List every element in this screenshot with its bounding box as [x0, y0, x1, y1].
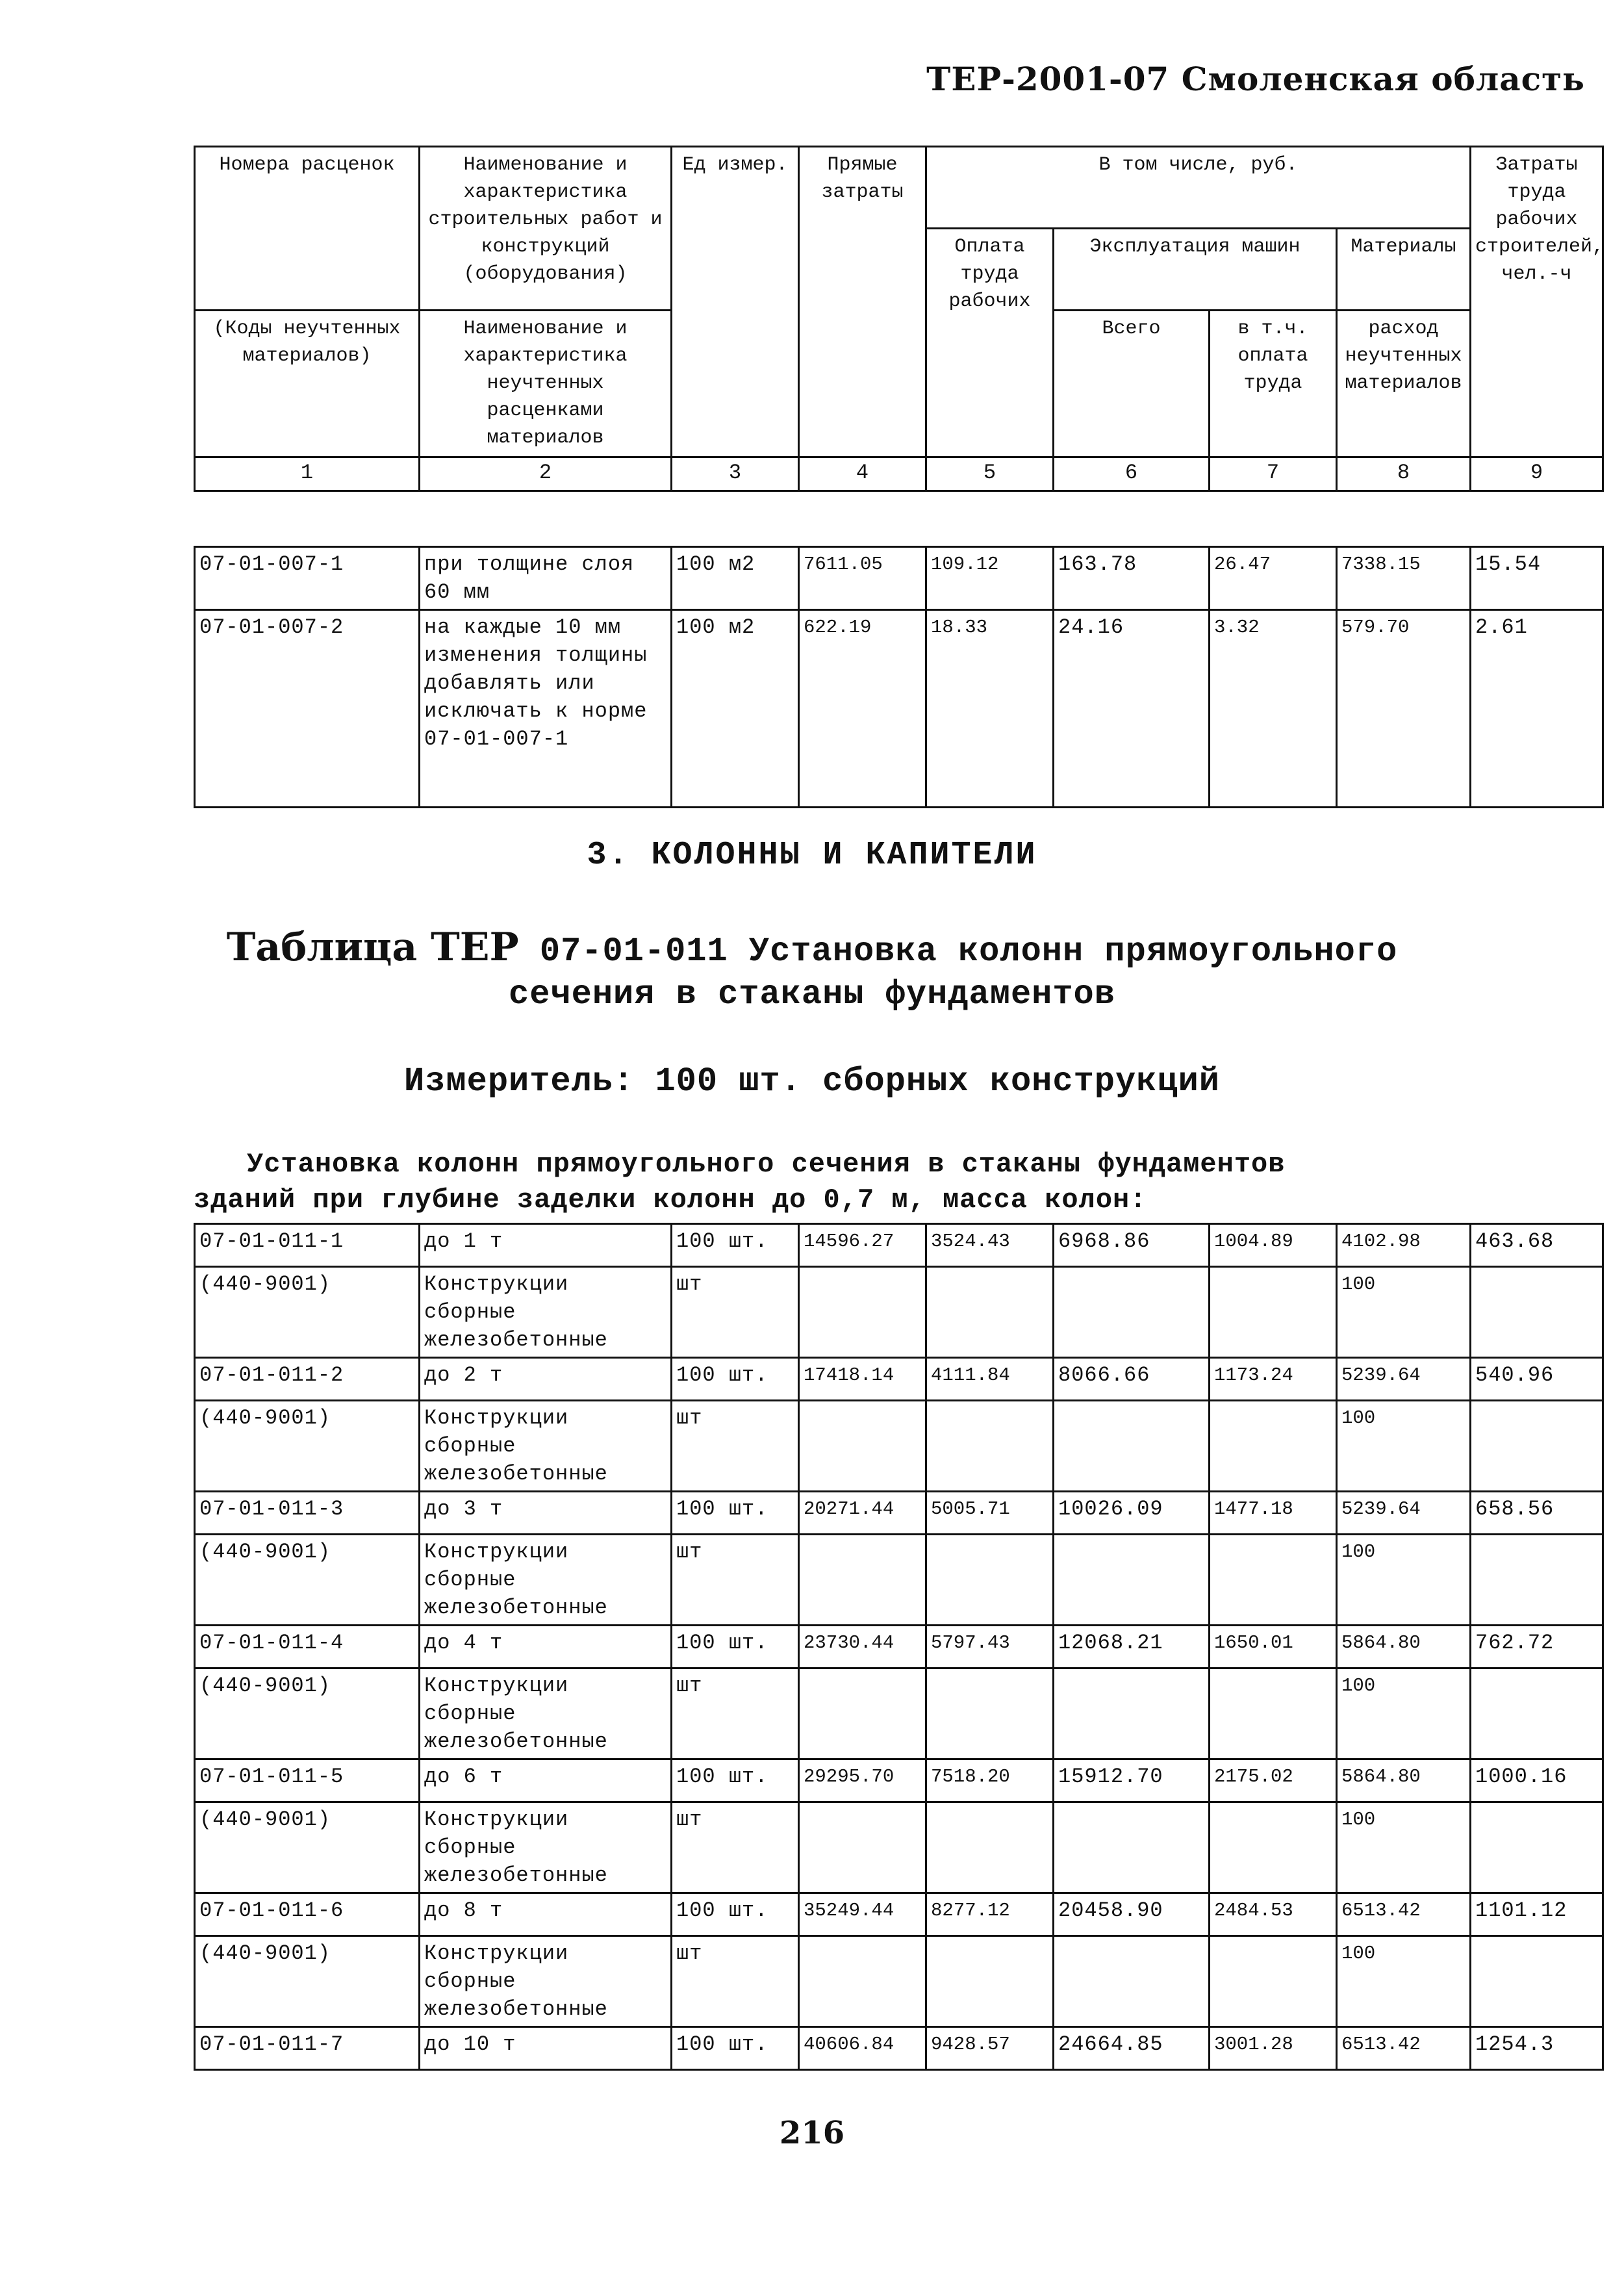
header-col9: Затраты труда рабочих строителей, чел.-ч [1471, 147, 1603, 457]
table-row [195, 1626, 1603, 1668]
labor-pay-cell: 4111.84 [926, 1358, 1054, 1401]
work-name-cell: Конструкции сборные железобетонные [420, 1401, 672, 1492]
header-col4: Прямые затраты [799, 147, 926, 457]
machines-total-cell: 24.16 [1054, 610, 1210, 808]
table-row [195, 1759, 1603, 1802]
work-name-cell: Конструкции сборные железобетонные [420, 1535, 672, 1626]
running-head: ТЕР-2001-07 Смоленская область [926, 60, 1585, 98]
rate-code-cell: (440-9001) [195, 1802, 420, 1893]
unit-cell: 100 шт. [672, 1626, 799, 1668]
materials-cell: 6513.42 [1337, 2027, 1471, 2070]
work-name-cell: до 3 т [420, 1492, 672, 1535]
machine-labor-cell: 1004.89 [1210, 1224, 1337, 1267]
group-intro-line2: зданий при глубине заделки колонн до 0,7 м, масса колон: [194, 1184, 1147, 1216]
labor-hours-cell [1471, 1668, 1603, 1759]
machine-labor-cell [1210, 1535, 1337, 1626]
materials-cell: 5864.80 [1337, 1626, 1471, 1668]
materials-cell: 100 [1337, 1267, 1471, 1358]
rate-code-cell: (440-9001) [195, 1936, 420, 2027]
table-row [195, 1358, 1603, 1401]
unit-cell: шт [672, 1802, 799, 1893]
rate-code-cell: (440-9001) [195, 1668, 420, 1759]
direct-costs-cell: 40606.84 [799, 2027, 926, 2070]
unit-cell: 100 шт. [672, 1358, 799, 1401]
unit-cell: шт [672, 1267, 799, 1358]
header-number: 2 [420, 457, 672, 491]
machines-total-cell: 20458.90 [1054, 1893, 1210, 1936]
labor-hours-cell [1471, 1401, 1603, 1492]
rate-code-cell: (440-9001) [195, 1401, 420, 1492]
table-row [195, 1535, 1603, 1626]
labor-hours-cell [1471, 1267, 1603, 1358]
labor-hours-cell: 762.72 [1471, 1626, 1603, 1668]
materials-cell: 100 [1337, 1936, 1471, 2027]
unit-cell: 100 шт. [672, 1492, 799, 1535]
machines-total-cell: 12068.21 [1054, 1626, 1210, 1668]
materials-cell: 5864.80 [1337, 1759, 1471, 1802]
labor-hours-cell: 1101.12 [1471, 1893, 1603, 1936]
labor-hours-cell: 1000.16 [1471, 1759, 1603, 1802]
table-row [195, 1802, 1603, 1893]
machines-total-cell: 163.78 [1054, 547, 1210, 610]
unit-cell: 100 м2 [672, 547, 799, 610]
labor-pay-cell [926, 1535, 1054, 1626]
machine-labor-cell: 26.47 [1210, 547, 1337, 610]
unit-cell: 100 шт. [672, 2027, 799, 2070]
header-col3: Ед измер. [672, 147, 799, 457]
labor-hours-cell: 15.54 [1471, 547, 1603, 610]
labor-pay-cell: 9428.57 [926, 2027, 1054, 2070]
machine-labor-cell [1210, 1802, 1337, 1893]
unit-cell: 100 шт. [672, 1893, 799, 1936]
rate-code-cell: 07-01-011-1 [195, 1224, 420, 1267]
labor-pay-cell [926, 1401, 1054, 1492]
rate-code-cell: 07-01-011-3 [195, 1492, 420, 1535]
work-name-cell: до 6 т [420, 1759, 672, 1802]
header-number: 6 [1054, 457, 1210, 491]
header-col1-top: Номера расценок [195, 147, 420, 311]
labor-hours-cell: 1254.3 [1471, 2027, 1603, 2070]
machines-total-cell [1054, 1401, 1210, 1492]
table-row [195, 1267, 1603, 1358]
page-number: 216 [779, 2115, 845, 2151]
labor-pay-cell: 18.33 [926, 610, 1054, 808]
work-name-cell: на каждые 10 мм изменения толщины добавлять или исключать к норме 07-01-007-1 [420, 610, 672, 808]
materials-cell: 5239.64 [1337, 1358, 1471, 1401]
table-row [195, 1668, 1603, 1759]
direct-costs-cell: 23730.44 [799, 1626, 926, 1668]
direct-costs-cell [799, 1802, 926, 1893]
header-col8-top: Материалы [1337, 229, 1471, 311]
labor-pay-cell: 8277.12 [926, 1893, 1054, 1936]
labor-pay-cell [926, 1802, 1054, 1893]
labor-pay-cell: 5797.43 [926, 1626, 1054, 1668]
labor-pay-cell: 3524.43 [926, 1224, 1054, 1267]
header-col7: в т.ч. оплата труда [1210, 311, 1337, 457]
rate-code-cell: 07-01-007-2 [195, 610, 420, 808]
table-title-line1: 07-01-011 Установка колонн прямоугольного [539, 932, 1398, 971]
header-col2-top: Наименование и характеристика строительных работ и конструкций (оборудования) [420, 147, 672, 311]
machines-total-cell [1054, 1535, 1210, 1626]
work-name-cell: до 1 т [420, 1224, 672, 1267]
rate-code-cell: (440-9001) [195, 1267, 420, 1358]
labor-hours-cell [1471, 1802, 1603, 1893]
work-name-cell: Конструкции сборные железобетонные [420, 1802, 672, 1893]
labor-hours-cell: 463.68 [1471, 1224, 1603, 1267]
unit-cell: 100 шт. [672, 1759, 799, 1802]
table-row [195, 1893, 1603, 1936]
machines-total-cell: 15912.70 [1054, 1759, 1210, 1802]
machine-labor-cell [1210, 1401, 1337, 1492]
table-row [195, 1224, 1603, 1267]
labor-pay-cell [926, 1936, 1054, 2027]
materials-cell: 4102.98 [1337, 1224, 1471, 1267]
unit-cell: шт [672, 1936, 799, 2027]
direct-costs-cell: 20271.44 [799, 1492, 926, 1535]
direct-costs-cell [799, 1535, 926, 1626]
header-col1-bottom: (Коды неучтенных материалов) [195, 311, 420, 457]
machines-total-cell [1054, 1936, 1210, 2027]
materials-cell: 100 [1337, 1668, 1471, 1759]
direct-costs-cell: 7611.05 [799, 547, 926, 610]
machines-total-cell: 8066.66 [1054, 1358, 1210, 1401]
labor-pay-cell [926, 1267, 1054, 1358]
materials-cell: 100 [1337, 1401, 1471, 1492]
table-row [195, 547, 1603, 610]
unit-cell: шт [672, 1535, 799, 1626]
materials-cell: 100 [1337, 1802, 1471, 1893]
direct-costs-cell: 622.19 [799, 610, 926, 808]
work-name-cell: до 4 т [420, 1626, 672, 1668]
machine-labor-cell [1210, 1267, 1337, 1358]
header-number: 8 [1337, 457, 1471, 491]
direct-costs-cell: 35249.44 [799, 1893, 926, 1936]
table-title-prefix: Таблица ТЕР [226, 925, 519, 970]
rate-code-cell: 07-01-011-5 [195, 1759, 420, 1802]
table-title-line2: сечения в стаканы фундаментов [509, 975, 1115, 1014]
labor-pay-cell [926, 1668, 1054, 1759]
machine-labor-cell: 1477.18 [1210, 1492, 1337, 1535]
labor-hours-cell: 540.96 [1471, 1358, 1603, 1401]
group-intro [194, 1147, 1602, 1218]
work-name-cell: до 10 т [420, 2027, 672, 2070]
direct-costs-cell: 29295.70 [799, 1759, 926, 1802]
section-heading: 3. КОЛОННЫ И КАПИТЕЛИ [587, 837, 1037, 874]
machine-labor-cell: 2175.02 [1210, 1759, 1337, 1802]
work-name-cell: Конструкции сборные железобетонные [420, 1668, 672, 1759]
header-col8-bottom: расход неучтенных материалов [1337, 311, 1471, 457]
materials-cell: 100 [1337, 1535, 1471, 1626]
machine-labor-cell: 2484.53 [1210, 1893, 1337, 1936]
rate-code-cell: (440-9001) [195, 1535, 420, 1626]
rates-table-07-01-007 [194, 546, 1604, 808]
unit-cell: 100 м2 [672, 610, 799, 808]
materials-cell: 579.70 [1337, 610, 1471, 808]
direct-costs-cell [799, 1401, 926, 1492]
unit-cell: шт [672, 1401, 799, 1492]
labor-pay-cell: 5005.71 [926, 1492, 1054, 1535]
table-title [0, 926, 1624, 1016]
machines-total-cell: 10026.09 [1054, 1492, 1210, 1535]
labor-hours-cell: 658.56 [1471, 1492, 1603, 1535]
direct-costs-cell [799, 1936, 926, 2027]
machines-total-cell [1054, 1267, 1210, 1358]
work-name-cell: до 8 т [420, 1893, 672, 1936]
machines-total-cell [1054, 1802, 1210, 1893]
table-row [195, 1936, 1603, 2027]
rate-code-cell: 07-01-011-7 [195, 2027, 420, 2070]
materials-cell: 7338.15 [1337, 547, 1471, 610]
rate-code-cell: 07-01-011-4 [195, 1626, 420, 1668]
rate-code-cell: 07-01-011-6 [195, 1893, 420, 1936]
header-col6: Всего [1054, 311, 1210, 457]
machine-labor-cell: 3001.28 [1210, 2027, 1337, 2070]
unit-cell: 100 шт. [672, 1224, 799, 1267]
header-group: В том числе, руб. [926, 147, 1471, 229]
table-row [195, 610, 1603, 808]
machines-total-cell: 24664.85 [1054, 2027, 1210, 2070]
table-row [195, 1401, 1603, 1492]
header-number: 5 [926, 457, 1054, 491]
column-header-table [194, 146, 1604, 492]
materials-cell: 6513.42 [1337, 1893, 1471, 1936]
labor-pay-cell: 109.12 [926, 547, 1054, 610]
work-name-cell: при толщине слоя 60 мм [420, 547, 672, 610]
labor-hours-cell: 2.61 [1471, 610, 1603, 808]
header-col6-7: Эксплуатация машин [1054, 229, 1337, 311]
machine-labor-cell [1210, 1936, 1337, 2027]
header-number: 7 [1210, 457, 1337, 491]
materials-cell: 5239.64 [1337, 1492, 1471, 1535]
header-number: 3 [672, 457, 799, 491]
direct-costs-cell: 14596.27 [799, 1224, 926, 1267]
direct-costs-cell: 17418.14 [799, 1358, 926, 1401]
group-intro-line1: Установка колонн прямоугольного сечения в стаканы фундаментов [247, 1149, 1286, 1180]
work-name-cell: Конструкции сборные железобетонные [420, 1267, 672, 1358]
labor-pay-cell: 7518.20 [926, 1759, 1054, 1802]
rates-table-07-01-011 [194, 1223, 1604, 2071]
table-row [195, 2027, 1603, 2070]
rate-code-cell: 07-01-011-2 [195, 1358, 420, 1401]
unit-cell: шт [672, 1668, 799, 1759]
machine-labor-cell: 1650.01 [1210, 1626, 1337, 1668]
machine-labor-cell: 1173.24 [1210, 1358, 1337, 1401]
labor-hours-cell [1471, 1936, 1603, 2027]
direct-costs-cell [799, 1267, 926, 1358]
table-row [195, 1492, 1603, 1535]
header-number: 4 [799, 457, 926, 491]
machine-labor-cell: 3.32 [1210, 610, 1337, 808]
direct-costs-cell [799, 1668, 926, 1759]
labor-hours-cell [1471, 1535, 1603, 1626]
machines-total-cell [1054, 1668, 1210, 1759]
rate-code-cell: 07-01-007-1 [195, 547, 420, 610]
header-number: 9 [1471, 457, 1603, 491]
header-number: 1 [195, 457, 420, 491]
header-col2-bottom: Наименование и характеристика неучтенных расценками материалов [420, 311, 672, 457]
unit-of-measure: Измеритель: 100 шт. сборных конструкций [404, 1062, 1220, 1101]
machine-labor-cell [1210, 1668, 1337, 1759]
header-col5: Оплата труда рабочих [926, 229, 1054, 457]
work-name-cell: до 2 т [420, 1358, 672, 1401]
machines-total-cell: 6968.86 [1054, 1224, 1210, 1267]
work-name-cell: Конструкции сборные железобетонные [420, 1936, 672, 2027]
